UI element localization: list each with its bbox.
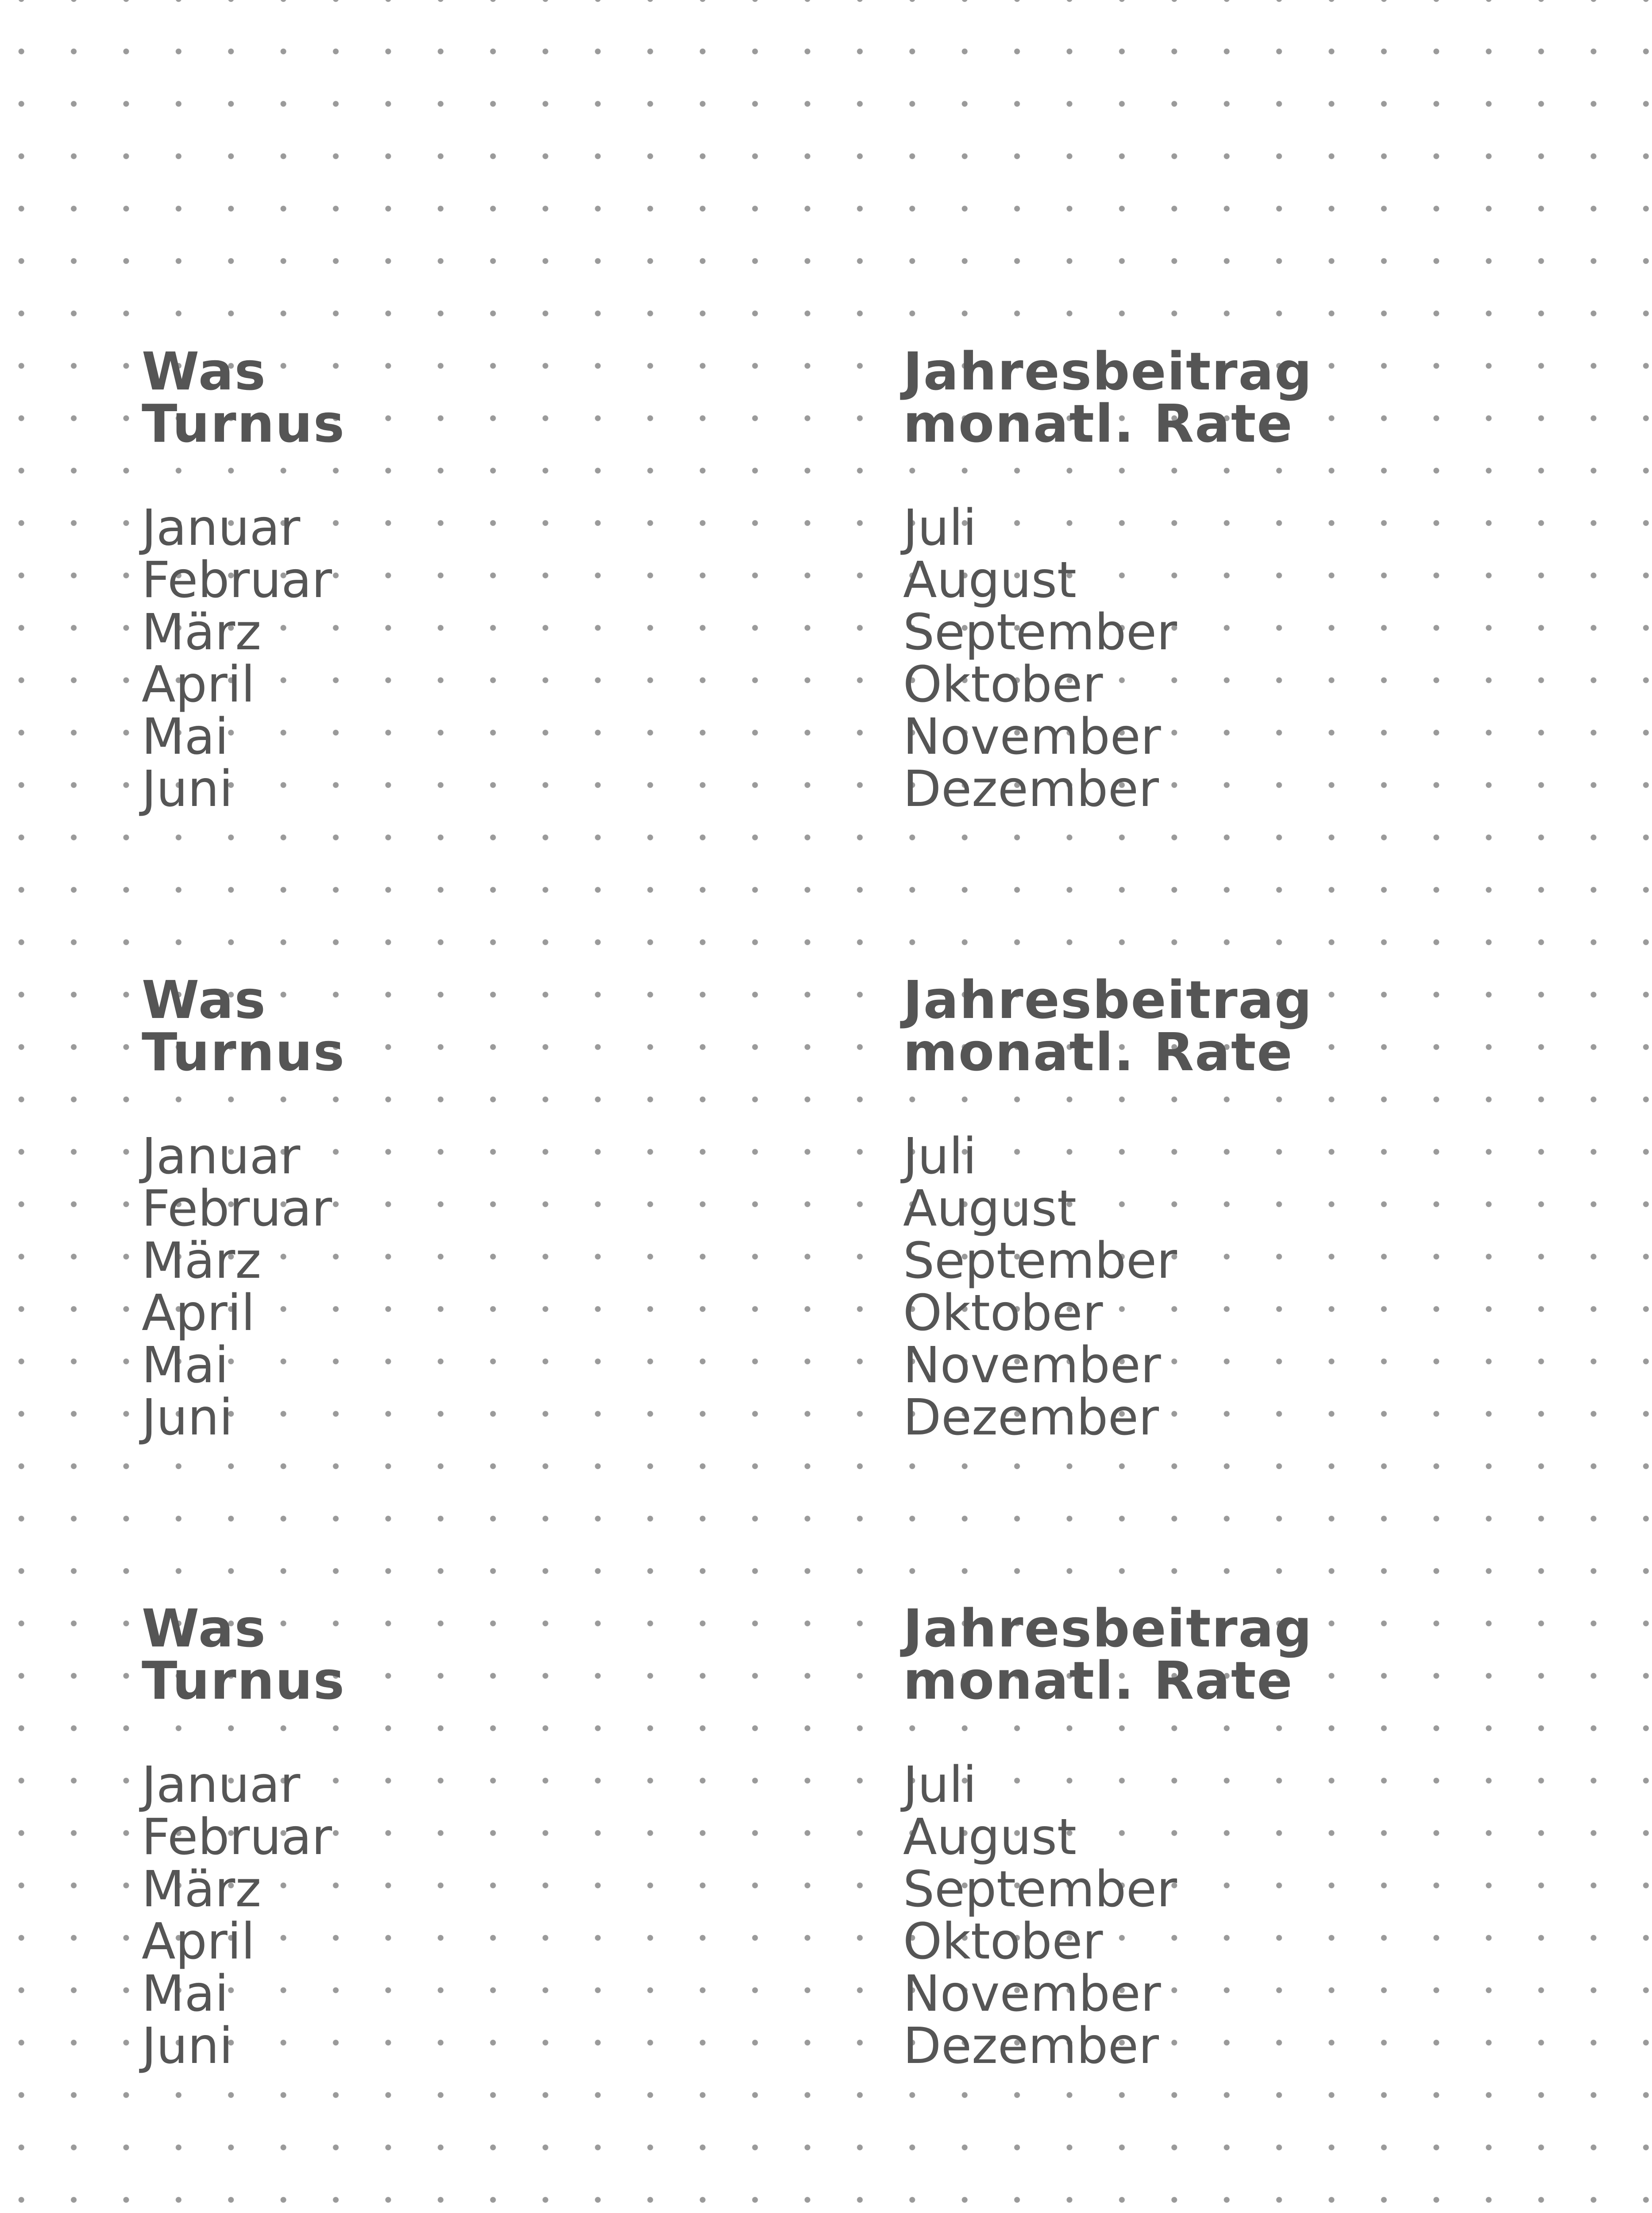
month-juni: Juni: [142, 760, 233, 818]
heading-turnus: Turnus: [142, 393, 345, 454]
month-oktober: Oktober: [903, 1284, 1103, 1342]
month-november: November: [903, 708, 1161, 766]
month-juni: Juni: [142, 1389, 233, 1446]
month-list: [903, 1756, 1313, 2075]
right-column: [903, 341, 1313, 818]
heading-monatl-rate: monatl. Rate: [903, 1022, 1293, 1083]
month-list: [142, 499, 345, 818]
month-april: April: [142, 1284, 255, 1342]
month-februar: Februar: [142, 1808, 332, 1866]
subscription-block-1: [0, 341, 1652, 876]
month-november: November: [903, 1337, 1161, 1394]
month-februar: Februar: [142, 551, 332, 609]
month-juli: Juli: [903, 1128, 977, 1185]
month-dezember: Dezember: [903, 760, 1159, 818]
heading-jahresbeitrag: Jahresbeitrag: [903, 341, 1313, 402]
month-januar: Januar: [142, 499, 301, 557]
month-august: August: [903, 1180, 1077, 1238]
month-dezember: Dezember: [903, 2017, 1159, 2075]
left-column: [142, 341, 345, 818]
heading-was: Was: [142, 341, 266, 402]
month-dezember: Dezember: [903, 1389, 1159, 1446]
heading-turnus: Turnus: [142, 1650, 345, 1711]
heading-jahresbeitrag: Jahresbeitrag: [903, 1598, 1313, 1659]
month-april: April: [142, 1913, 255, 1970]
month-oktober: Oktober: [903, 1913, 1103, 1970]
month-list: [142, 1130, 345, 1444]
month-oktober: Oktober: [903, 656, 1103, 713]
month-juni: Juni: [142, 2017, 233, 2075]
month-september: September: [903, 604, 1177, 661]
month-august: August: [903, 1808, 1077, 1866]
left-column: [142, 969, 345, 1446]
month-september: September: [903, 1232, 1177, 1290]
month-august: August: [903, 551, 1077, 609]
month-juli: Juli: [903, 499, 977, 557]
month-juli: Juli: [903, 1756, 977, 1814]
heading-was: Was: [142, 969, 266, 1030]
right-column: [903, 1598, 1313, 2075]
heading-jahresbeitrag: Jahresbeitrag: [903, 969, 1313, 1030]
month-januar: Januar: [142, 1128, 301, 1185]
month-list: [903, 499, 1313, 818]
month-mai: Mai: [142, 1337, 229, 1394]
left-column: [142, 1598, 345, 2075]
month-maerz: März: [142, 1861, 262, 1918]
month-mai: Mai: [142, 708, 229, 766]
month-maerz: März: [142, 604, 262, 661]
heading-monatl-rate: monatl. Rate: [903, 393, 1293, 454]
month-mai: Mai: [142, 1965, 229, 2023]
subscription-block-3: [0, 1598, 1652, 2133]
month-september: September: [903, 1861, 1177, 1918]
subscription-block-2: [0, 969, 1652, 1505]
month-november: November: [903, 1965, 1161, 2023]
month-list: [903, 1130, 1313, 1444]
month-maerz: März: [142, 1232, 262, 1290]
heading-was: Was: [142, 1598, 266, 1659]
right-column: [903, 969, 1313, 1446]
month-januar: Januar: [142, 1756, 301, 1814]
heading-monatl-rate: monatl. Rate: [903, 1650, 1293, 1711]
month-list: [142, 1756, 345, 2075]
month-februar: Februar: [142, 1180, 332, 1238]
month-april: April: [142, 656, 255, 713]
heading-turnus: Turnus: [142, 1022, 345, 1083]
